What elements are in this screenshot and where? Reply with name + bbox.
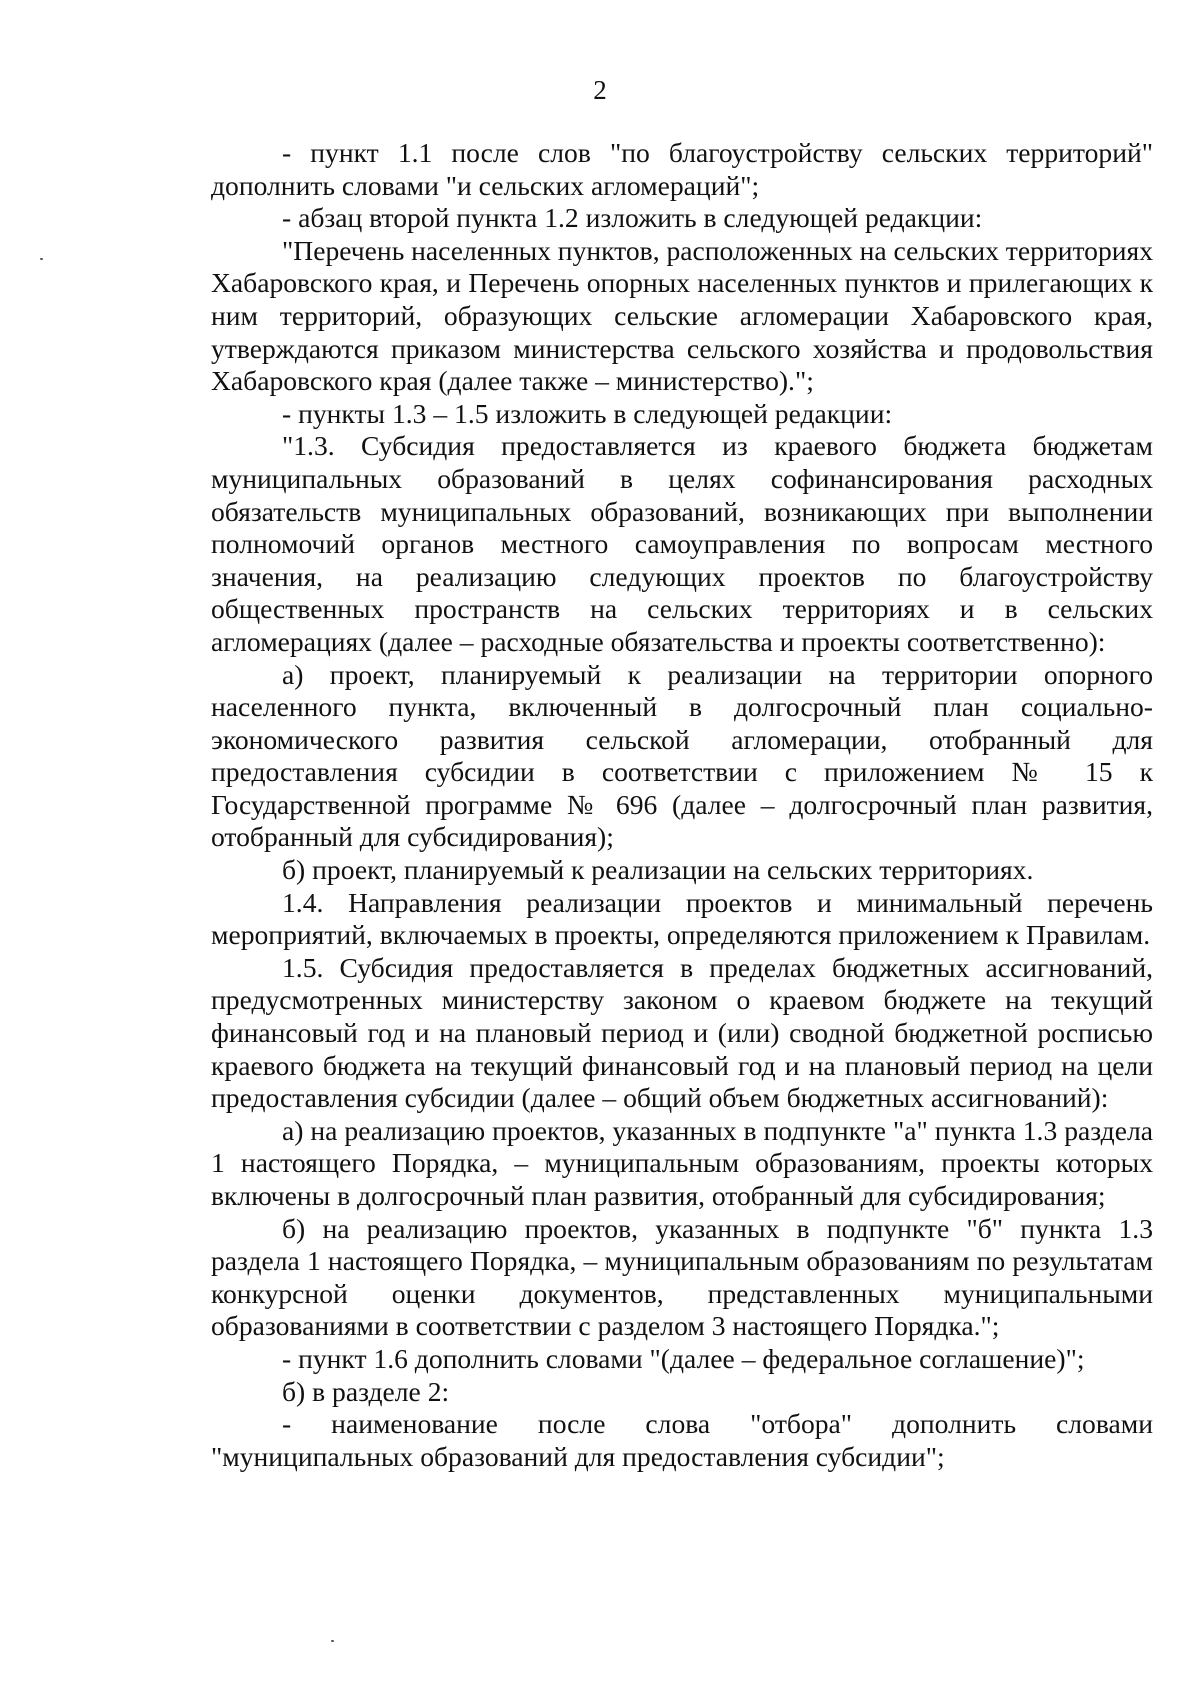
paragraph-1-5-b: б) на реализацию проектов, указанных в подпункте "б" пункта 1.3 раздела 1 настоящего Порядка, – муниципальным образованиям по результатам конкурсной оценки документов, представленных муниципальными образованиями в соответствии с разделом 3 настоящего Порядка."; (211, 1212, 1153, 1342)
paragraph-items-1-3-1-5: - пункты 1.3 – 1.5 изложить в следующей редакции: (282, 397, 893, 429)
paragraph-1-5: 1.5. Субсидия предоставляется в пределах бюджетных ассигнований, предусмотренных министерству законом о краевом бюджете на текущий финансовый год и на плановый период и (или) сводной бюджетной росписью краевого бюджета на текущий финансовый год и на плановый период на цели предоставления субсидии (далее – общий объем бюджетных ассигнований): (211, 951, 1153, 1114)
paragraph-section-2: б) в разделе 2: (282, 1375, 450, 1407)
paragraph-item-1-6: - пункт 1.6 дополнить словами "(далее – федеральное соглашение)"; (282, 1342, 1085, 1374)
paragraph-1-3-subsidy: "1.3. Субсидия предоставляется из краевого бюджета бюджетам муниципальных образований в целях софинансирования расходных обязательств муниципальных образований, возникающих при выполнении полномочий органов местного самоуправления по вопросам местного значения, на реализацию следующих проектов по благоустройству общественных пространств на сельских территориях и в сельских агломерациях (далее – расходные обязательства и проекты соответственно): (211, 430, 1153, 657)
paragraph-list-of-settlements: "Перечень населенных пунктов, расположенных на сельских территориях Хабаровского края, и Перечень опорных населенных пунктов и прилегающих к ним территорий, образующих сельские агломерации Хабаровского края, утверждаются приказом министерства сельского хозяйства и продовольствия Хабаровского края (далее также – министерство)."; (211, 234, 1154, 397)
paragraph-section-2-title: - наименование после слова "отбора" дополнить словами "муниципальных образований для предоставления субсидии"; (211, 1408, 1153, 1472)
paragraph-1-5-a: а) на реализацию проектов, указанных в подпункте "а" пункта 1.3 раздела 1 настоящего Порядка, – муниципальным образованиям, проекты которых включены в долгосрочный план развития, отобранный для субсидирования; (211, 1114, 1153, 1211)
paragraph-item-1-1: - пункт 1.1 после слов "по благоустройству сельских территорий" дополнить словами "и сельских агломераций"; (211, 137, 1153, 201)
scan-speck (331, 1640, 334, 1642)
paragraph-item-1-2: - абзац второй пункта 1.2 изложить в следующей редакции: (282, 202, 983, 234)
paragraph-1-4: 1.4. Направления реализации проектов и минимальный перечень мероприятий, включаемых в проекты, определяются приложением к Правилам. (211, 886, 1153, 951)
document-body (211, 137, 1153, 1473)
page-number: 2 (593, 75, 607, 105)
paragraph-1-3-a: а) проект, планируемый к реализации на территории опорного населенного пункта, включенный в долгосрочный план социально-экономического развития сельской агломерации, отобранный для предоставления субсидии в соответствии с приложением № 15 к Государственной программе № 696 (далее – долгосрочный план развития, отобранный для субсидирования); (211, 658, 1153, 853)
paragraph-1-3-b: б) проект, планируемый к реализации на сельских территориях. (282, 854, 1034, 886)
scan-speck (40, 258, 43, 260)
